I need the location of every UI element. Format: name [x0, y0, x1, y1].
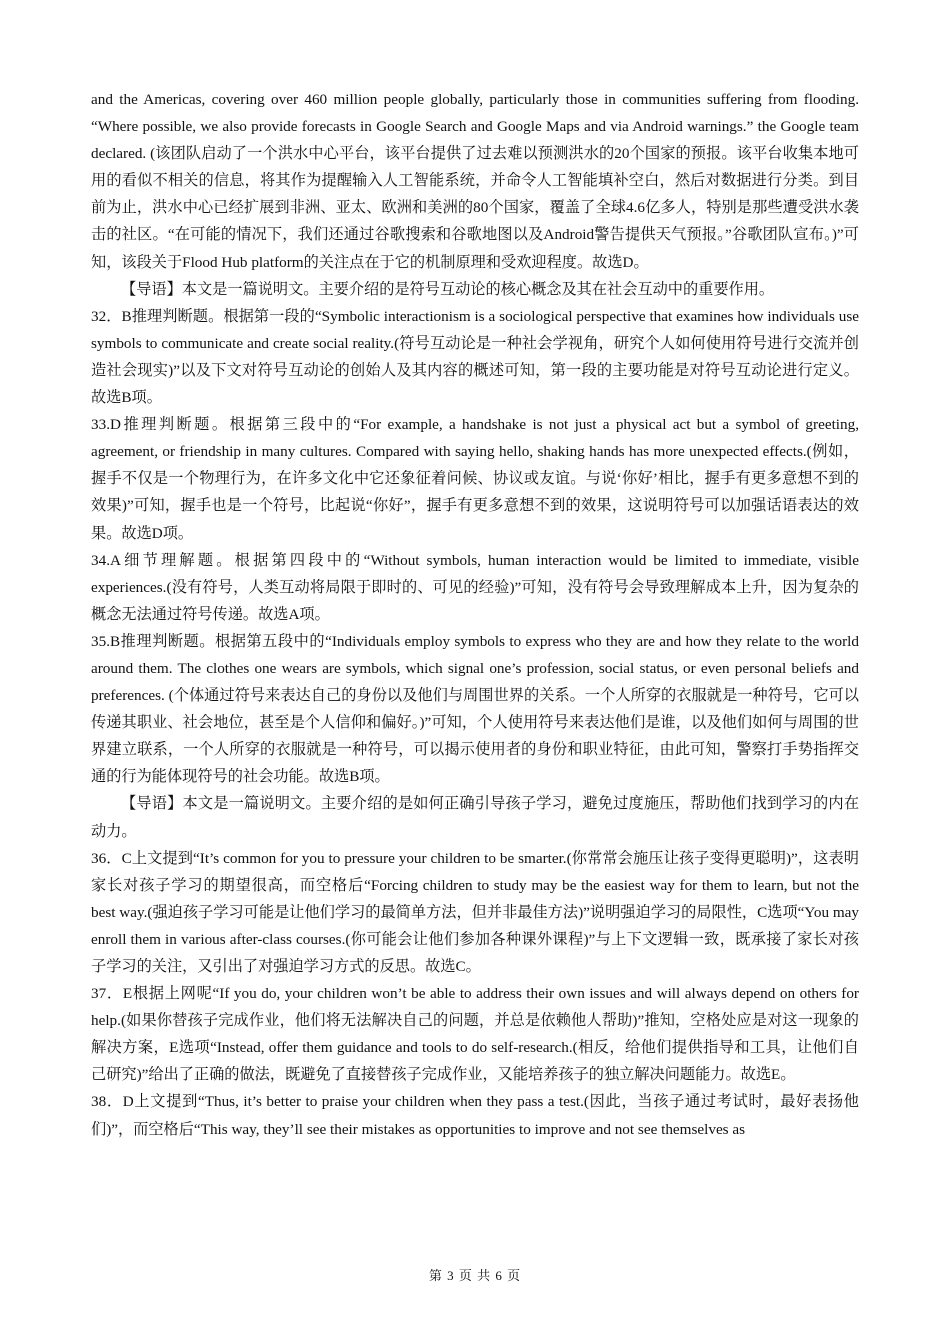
paragraph-answer-36: 36．C上文提到“It’s common for you to pressure your children to be smarter.(你常常会施压让孩子变得更聪明)”，这表明家长对孩子学习的期望很高，而空格后“Forcing children to study may be the easiest way for them to learn, but not the best way.(强迫孩子学习可能是让他们学习的最简单方法，但并非最佳方法)”说明强迫学习的局限性，C选项“You may enroll them in various after-class courses.(你可能会让他们参加各种课外课程)”与上下文逻辑一致，既承接了家长对孩子学习的关注，又引出了对强迫学习方式的反思。故选C。 [91, 849, 859, 975]
page-number-footer: 第 3 页 共 6 页 [428, 1268, 522, 1283]
paragraph-answer-34: 34.A细节理解题。根据第四段中的“Without symbols, human interaction would be limited to immediate, visible experiences.(没有符号，人类互动将局限于即时的、可见的经验)”可知，没有符号会导致理解成本上升，因为复杂的概念无法通过符号传递。故选A项。 [91, 551, 859, 623]
paragraph-answer-35: 35.B推理判断题。根据第五段中的“Individuals employ symbols to express who they are and how they relate to the world around them. The clothes one wears are symbols, which signal one’s profession, social status, or even personal beliefs and preferences. (个体通过符号来表达自己的身份以及他们与周围世界的关系。一个人所穿的衣服就是一种符号，它可以传递其职业、社会地位，甚至是个人信仰和偏好。)”可知，个人使用符号来表达他们是谁，以及他们如何与周围的世界建立联系，一个人所穿的衣服就是一种符号，可以揭示使用者的身份和职业特征，由此可知，警察打手势指挥交通的行为能体现符号的社会功能。故选B项。 [91, 632, 859, 786]
paragraph-q31-continued: and the Americas, covering over 460 million people globally, particularly those in communities suffering from flooding. “Where possible, we also provide forecasts in Google Search and Google Maps and via Android warnings.” the Google team declared. (该团队启动了一个洪水中心平台，该平台提供了过去难以预测洪水的20个国家的预报。该平台收集本地可用的看似不相关的信息，将其作为提醒输入人工智能系统，并命令人工智能填补空白，然后对数据进行分类。到目前为止，洪水中心已经扩展到非洲、亚太、欧洲和美洲的80个国家，覆盖了全球4.6亿多人，特别是那些遭受洪水袭击的社区。“在可能的情况下，我们还通过谷歌搜索和谷歌地图以及Android警告提供天气预报。”谷歌团队宣布。)”可知，该段关于Flood Hub platform的关注点在于它的机制原理和受欢迎程度。故选D。 [91, 91, 859, 271]
paragraph-guide-children-learning: 【导语】本文是一篇说明文。主要介绍的是如何正确引导孩子学习，避免过度施压，帮助他们找到学习的内在动力。 [91, 795, 859, 840]
paragraph-answer-32: 32．B推理判断题。根据第一段的“Symbolic interactionism is a sociological perspective that examines how individuals use symbols to communicate and create social reality.(符号互动论是一种社会学视角，研究个人如何使用符号进行交流并创造社会现实)”以及下文对符号互动论的创始人及其内容的概述可知，第一段的主要功能是对符号互动论进行定义。故选B项。 [91, 307, 859, 407]
paragraph-answer-37: 37．E根据上网呢“If you do, your children won’t be able to address their own issues and will always depend on others for help.(如果你替孩子完成作业，他们将无法解决自己的问题，并总是依赖他人帮助)”推知，空格处应是对这一现象的解决方案，E选项“Instead, offer them guidance and tools to do self-research.(相反，给他们提供指导和工具，让他们自己研究)”给出了正确的做法，既避免了直接替孩子完成作业，又能培养孩子的独立解决问题能力。故选E。 [91, 985, 859, 1084]
page-body [91, 86, 859, 1143]
paragraph-answer-38: 38．D上文提到“Thus, it’s better to praise your children when they pass a test.(因此，当孩子通过考试时，最好表扬他们)”，而空格后“This way, they’ll see their mistakes as opportunities to improve and not see themselves as [91, 1093, 859, 1138]
paragraph-answer-33: 33.D推理判断题。根据第三段中的“For example, a handshake is not just a physical act but a symbol of greeting, agreement, or friendship in many cultures. Compared with saying hello, shaking hands has more unexpected effects.(例如，握手不仅是一个物理行为，在许多文化中它还象征着问候、协议或友谊。与说‘你好’相比，握手有更多意想不到的效果)”可知，握手也是一个符号，比起说“你好”，握手有更多意想不到的效果，这说明符号可以加强话语表达的效果。故选D项。 [91, 416, 859, 542]
paragraph-guide-symbolic-interactionism: 【导语】本文是一篇说明文。主要介绍的是符号互动论的核心概念及其在社会互动中的重要作用。 [121, 280, 775, 298]
